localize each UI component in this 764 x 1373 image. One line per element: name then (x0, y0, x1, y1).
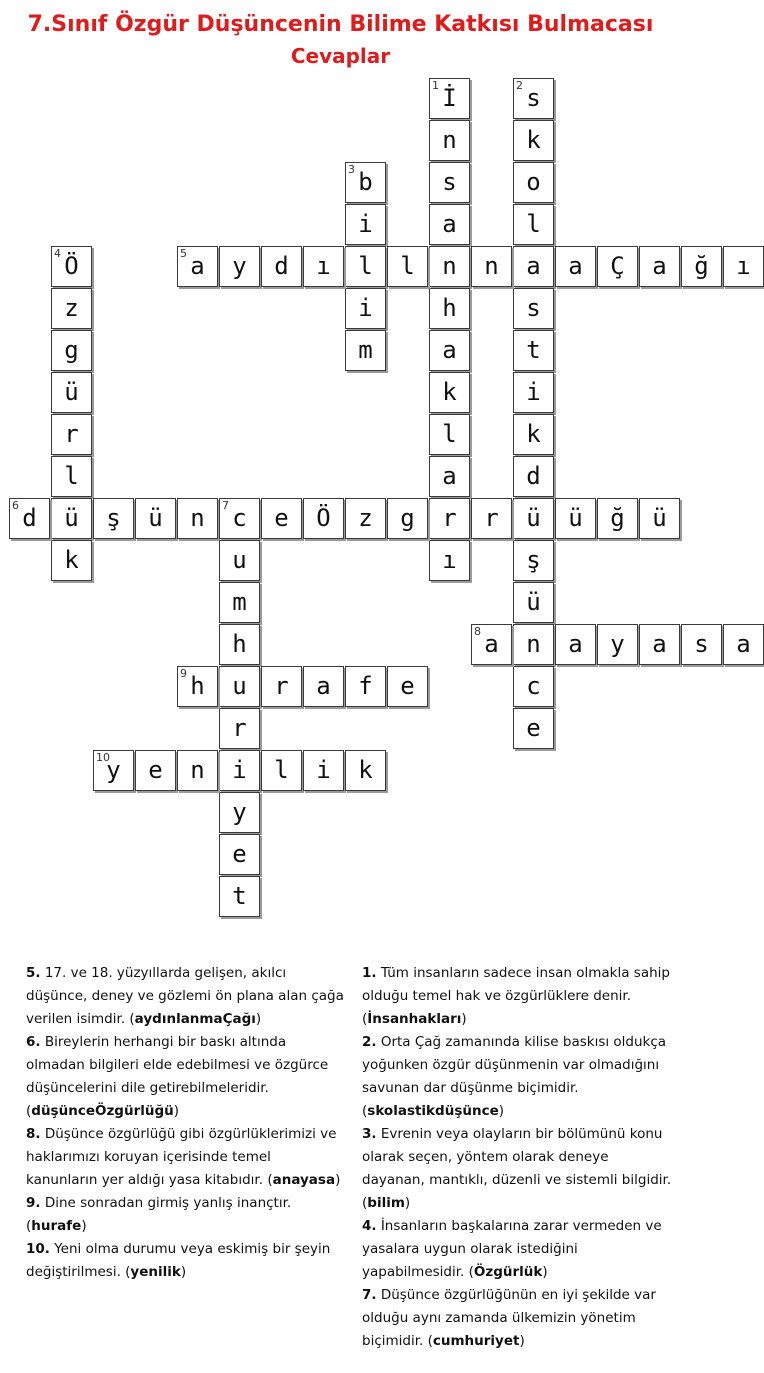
cell-letter: n (526, 630, 541, 658)
clue-across (26, 1031, 344, 1123)
clue-answer: düşünceÖzgürlüğü (31, 1103, 174, 1119)
grid-cell (429, 204, 470, 245)
clue-number: 10. (26, 1241, 50, 1257)
grid-cell (345, 330, 386, 371)
cell-letter: s (694, 630, 709, 658)
cell-letter: ı (316, 252, 331, 280)
cell-letter: ğ (694, 252, 709, 280)
grid-cell (723, 624, 764, 665)
clue-across (26, 1123, 344, 1192)
cell-letter: m (358, 336, 373, 364)
cell-letter: r (442, 504, 457, 532)
cell-letter: Ö (316, 504, 331, 532)
clue-number: 10 (96, 751, 110, 764)
cell-letter: Ö (64, 252, 79, 280)
cell-letter: ü (652, 504, 667, 532)
grid-cell (303, 246, 344, 287)
cell-letter: a (442, 462, 457, 490)
clue-answer: hurafe (31, 1218, 82, 1234)
clue-answer: anayasa (272, 1172, 336, 1188)
clue-close: ) (180, 1264, 187, 1280)
clue-down (362, 1215, 674, 1284)
grid-cell (555, 624, 596, 665)
grid-cell (513, 288, 554, 329)
grid-cell (177, 246, 218, 287)
grid-cell (219, 498, 260, 539)
cell-letter: s (526, 294, 541, 322)
cell-letter: İ (442, 84, 457, 112)
grid-cell (9, 498, 50, 539)
clue-answer: İnsanhakları (367, 1011, 462, 1027)
cell-letter: y (232, 798, 247, 826)
cell-letter: ü (526, 588, 541, 616)
cell-letter: n (190, 756, 205, 784)
clue-text: İnsanların başkalarına zarar vermeden ve yasalara uygun olarak istediğini yapabilmesidir. ( (362, 1218, 662, 1280)
grid-cell (303, 750, 344, 791)
grid-cell (513, 624, 554, 665)
grid-cell (51, 288, 92, 329)
grid-cell (513, 372, 554, 413)
grid-cell (135, 498, 176, 539)
clue-close: ) (173, 1103, 180, 1119)
cell-letter: a (568, 630, 583, 658)
cell-letter: a (652, 630, 667, 658)
cell-letter: a (736, 630, 751, 658)
grid-cell (261, 498, 302, 539)
grid-cell (219, 666, 260, 707)
cell-letter: n (442, 126, 457, 154)
clue-number: 8 (474, 625, 481, 638)
cell-letter: a (526, 252, 541, 280)
grid-cell (723, 246, 764, 287)
grid-cell (471, 624, 512, 665)
clue-down (362, 1031, 674, 1123)
cell-letter: z (64, 294, 79, 322)
grid-cell (513, 708, 554, 749)
grid-cell (345, 288, 386, 329)
grid-cell (513, 120, 554, 161)
clue-number: 1. (362, 965, 377, 981)
clue-number: 1 (432, 79, 439, 92)
cell-letter: l (400, 252, 415, 280)
grid-cell (513, 204, 554, 245)
cell-letter: i (358, 294, 373, 322)
clue-close: ) (81, 1218, 87, 1234)
cell-letter: c (232, 504, 247, 532)
grid-cell (219, 540, 260, 581)
cell-letter: r (232, 714, 247, 742)
clue-answer: cumhuriyet (432, 1333, 520, 1349)
cell-letter: d (526, 462, 541, 490)
clue-answer: aydınlanmaÇağı (134, 1011, 256, 1027)
clue-answer: Özgürlük (473, 1264, 543, 1280)
clue-close: ) (461, 1011, 467, 1027)
cell-letter: a (442, 210, 457, 238)
cell-letter: t (232, 882, 247, 910)
cell-letter: k (526, 126, 541, 154)
grid-cell (513, 456, 554, 497)
grid-cell (513, 330, 554, 371)
grid-cell (177, 498, 218, 539)
cell-letter: o (526, 168, 541, 196)
cell-letter: y (610, 630, 625, 658)
cell-letter: k (526, 420, 541, 448)
cell-letter: n (442, 252, 457, 280)
grid-cell (177, 750, 218, 791)
grid-cell (135, 750, 176, 791)
clue-text: Düşünce özgürlüğü gibi özgürlüklerimizi ve haklarımızı koruyan içerisinde temel kanunların yer aldığı yasa kitabıdır. ( (26, 1126, 337, 1188)
grid-cell (51, 414, 92, 455)
grid-cell (681, 624, 722, 665)
grid-cell (429, 288, 470, 329)
clue-number: 7 (222, 499, 229, 512)
grid-cell (597, 498, 638, 539)
grid-cell (597, 624, 638, 665)
clue-number: 3 (348, 163, 355, 176)
cell-letter: i (526, 378, 541, 406)
grid-cell (429, 456, 470, 497)
cell-letter: e (526, 714, 541, 742)
cell-letter: b (358, 168, 373, 196)
clue-number: 4. (362, 1218, 377, 1234)
clue-number: 7. (362, 1287, 377, 1303)
clue-close: ) (542, 1264, 548, 1280)
grid-cell (51, 330, 92, 371)
clue-text: Evrenin veya olayların bir bölümünü konu olarak seçen, yöntem olarak deneye dayanan, mantıklı, düzenli ve sistemli bilgidir. ( (362, 1126, 672, 1211)
cell-letter: z (358, 504, 373, 532)
cell-letter: s (442, 168, 457, 196)
cell-letter: l (526, 210, 541, 238)
cell-letter: g (64, 336, 79, 364)
cell-letter: d (22, 504, 37, 532)
cell-letter: e (232, 840, 247, 868)
grid-cell (219, 246, 260, 287)
clue-across (26, 1192, 344, 1238)
cell-letter: i (316, 756, 331, 784)
grid-cell (261, 666, 302, 707)
clue-down (362, 962, 674, 1031)
grid-cell (345, 750, 386, 791)
clue-number: 4 (54, 247, 61, 260)
grid-cell (219, 582, 260, 623)
cell-letter: n (484, 252, 499, 280)
cell-letter: m (232, 588, 247, 616)
cell-letter: ı (442, 546, 457, 574)
grid-cell (51, 372, 92, 413)
grid-cell (345, 246, 386, 287)
puzzle-title: 7.Sınıf Özgür Düşüncenin Bilime Katkısı Bulmacası (27, 12, 654, 37)
cell-letter: ü (526, 504, 541, 532)
grid-cell (513, 162, 554, 203)
grid-cell (51, 246, 92, 287)
cell-letter: r (64, 420, 79, 448)
grid-cell (513, 414, 554, 455)
grid-cell (219, 834, 260, 875)
clue-answer: yenilik (130, 1264, 181, 1280)
cell-letter: f (358, 672, 373, 700)
cell-letter: a (316, 672, 331, 700)
cell-letter: t (526, 336, 541, 364)
grid-cell (513, 582, 554, 623)
clue-close: ) (335, 1172, 341, 1188)
grid-cell (261, 246, 302, 287)
grid-cell (387, 246, 428, 287)
grid-cell (219, 750, 260, 791)
grid-cell (513, 246, 554, 287)
grid-cell (429, 330, 470, 371)
grid-cell (51, 540, 92, 581)
clue-close: ) (498, 1103, 505, 1119)
clue-number: 2 (516, 79, 523, 92)
grid-cell (555, 498, 596, 539)
grid-cell (639, 624, 680, 665)
clue-down (362, 1284, 674, 1353)
cell-letter: u (232, 546, 247, 574)
cell-letter: s (526, 84, 541, 112)
cell-letter: ğ (610, 504, 625, 532)
cell-letter: i (232, 756, 247, 784)
cell-letter: i (358, 210, 373, 238)
grid-cell (429, 120, 470, 161)
clue-answer: skolastikdüşünce (367, 1103, 499, 1119)
cell-letter: k (64, 546, 79, 574)
cell-letter: h (442, 294, 457, 322)
grid-cell (51, 456, 92, 497)
cell-letter: k (358, 756, 373, 784)
grid-cell (429, 78, 470, 119)
grid-cell (219, 876, 260, 917)
cell-letter: ü (148, 504, 163, 532)
grid-cell (345, 204, 386, 245)
cell-letter: d (274, 252, 289, 280)
puzzle-subtitle: Cevaplar (290, 44, 391, 68)
grid-cell (429, 498, 470, 539)
clue-text: Tüm insanların sadece insan olmakla sahip olduğu temel hak ve özgürlüklere denir. ( (362, 965, 670, 1027)
grid-cell (303, 498, 344, 539)
clue-number: 6. (26, 1034, 41, 1050)
grid-cell (219, 708, 260, 749)
cell-letter: g (400, 504, 415, 532)
grid-cell (471, 246, 512, 287)
cell-letter: l (64, 462, 79, 490)
cell-letter: e (274, 504, 289, 532)
clue-number: 2. (362, 1034, 377, 1050)
cell-letter: l (358, 252, 373, 280)
cell-letter: a (484, 630, 499, 658)
clue-across (26, 1238, 344, 1284)
grid-cell (345, 498, 386, 539)
clue-text: Orta Çağ zamanında kilise baskısı oldukça yoğunken özgür düşünmenin var olmadığını savunan dar düşünme biçimidir. ( (362, 1034, 667, 1119)
clue-answer: bilim (367, 1195, 405, 1211)
clue-close: ) (404, 1195, 411, 1211)
grid-cell (387, 498, 428, 539)
clue-number: 5 (180, 247, 187, 260)
cell-letter: l (274, 756, 289, 784)
grid-cell (219, 624, 260, 665)
grid-cell (429, 540, 470, 581)
clue-text: Dine sonradan girmiş yanlış inançtır. ( (26, 1195, 292, 1234)
grid-cell (387, 666, 428, 707)
down-clues (362, 962, 674, 1353)
cell-letter: a (442, 336, 457, 364)
clue-number: 5. (26, 965, 41, 981)
grid-cell (345, 666, 386, 707)
clue-number: 6 (12, 499, 19, 512)
grid-cell (429, 414, 470, 455)
cell-letter: h (232, 630, 247, 658)
cell-letter: ş (106, 504, 121, 532)
grid-cell (639, 498, 680, 539)
cell-letter: a (568, 252, 583, 280)
grid-cell (93, 750, 134, 791)
cell-letter: ü (64, 378, 79, 406)
cell-letter: ü (568, 504, 583, 532)
clue-text: Yeni olma durumu veya eskimiş bir şeyin değiştirilmesi. ( (26, 1241, 331, 1280)
grid-cell (513, 498, 554, 539)
clue-number: 9 (180, 667, 187, 680)
cell-letter: r (484, 504, 499, 532)
grid-cell (597, 246, 638, 287)
clue-text: Bireylerin herhangi bir baskı altında olmadan bilgileri elde edebilmesi ve özgürce düşüncelerini dile getirebilmeleridir. ( (26, 1034, 329, 1119)
cell-letter: k (442, 378, 457, 406)
cell-letter: Ç (610, 252, 625, 280)
clue-close: ) (519, 1333, 525, 1349)
grid-cell (429, 372, 470, 413)
clue-close: ) (255, 1011, 262, 1027)
cell-letter: c (526, 672, 541, 700)
cell-letter: a (652, 252, 667, 280)
cell-letter: y (232, 252, 247, 280)
grid-cell (429, 246, 470, 287)
grid-cell (261, 750, 302, 791)
grid-cell (639, 246, 680, 287)
grid-cell (219, 792, 260, 833)
clue-number: 3. (362, 1126, 377, 1142)
clue-down (362, 1123, 674, 1215)
clue-across (26, 962, 344, 1031)
cell-letter: ü (64, 504, 79, 532)
cell-letter: y (106, 756, 121, 784)
grid-cell (513, 666, 554, 707)
clue-number: 9. (26, 1195, 41, 1211)
grid-cell (93, 498, 134, 539)
grid-cell (429, 162, 470, 203)
cell-letter: e (400, 672, 415, 700)
grid-cell (303, 666, 344, 707)
grid-cell (471, 498, 512, 539)
grid-cell (345, 162, 386, 203)
cell-letter: ş (526, 546, 541, 574)
cell-letter: l (442, 420, 457, 448)
clue-text: Düşünce özgürlüğünün en iyi şekilde var olduğu aynı zamanda ülkemizin yönetim biçimidir. ( (362, 1287, 656, 1349)
across-clues (26, 962, 344, 1284)
cell-letter: e (148, 756, 163, 784)
grid-cell (51, 498, 92, 539)
cell-letter: n (190, 504, 205, 532)
grid-cell (555, 246, 596, 287)
cell-letter: h (190, 672, 205, 700)
grid-cell (681, 246, 722, 287)
cell-letter: a (190, 252, 205, 280)
grid-cell (513, 540, 554, 581)
clue-text: 17. ve 18. yüzyıllarda gelişen, akılcı düşünce, deney ve gözlemi ön plana alan çağa verilen isimdir. ( (26, 965, 344, 1027)
cell-letter: ı (736, 252, 751, 280)
cell-letter: r (274, 672, 289, 700)
clue-number: 8. (26, 1126, 41, 1142)
grid-cell (513, 78, 554, 119)
cell-letter: u (232, 672, 247, 700)
grid-cell (177, 666, 218, 707)
